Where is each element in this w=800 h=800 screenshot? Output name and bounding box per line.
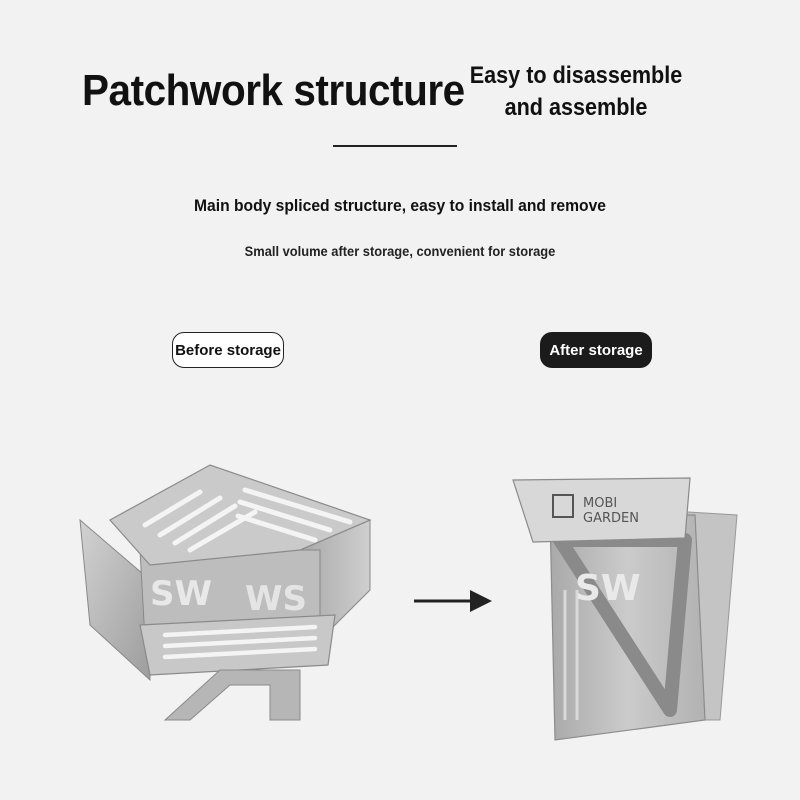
right-arrow-icon [414,586,494,616]
title-divider [333,145,457,147]
after-storage-label: After storage [540,332,652,368]
page-title: Patchwork structure [82,66,465,115]
assembled-fire-pit-image [70,430,390,730]
svg-text:WS: WS [245,579,307,619]
description-line-2: Small volume after storage, convenient for storage [244,243,556,259]
description-line-1: Main body spliced structure, easy to install and remove [194,196,606,215]
before-storage-label: Before storage [172,332,284,368]
brand-line-2: GARDEN [583,511,639,526]
logo-cutout: SW [150,574,212,614]
svg-text:SW: SW [575,568,641,609]
folded-fire-pit-image [505,470,745,745]
page-subtitle: Easy to disassemble and assemble [469,62,683,121]
brand-line-1: MOBI [583,496,618,511]
